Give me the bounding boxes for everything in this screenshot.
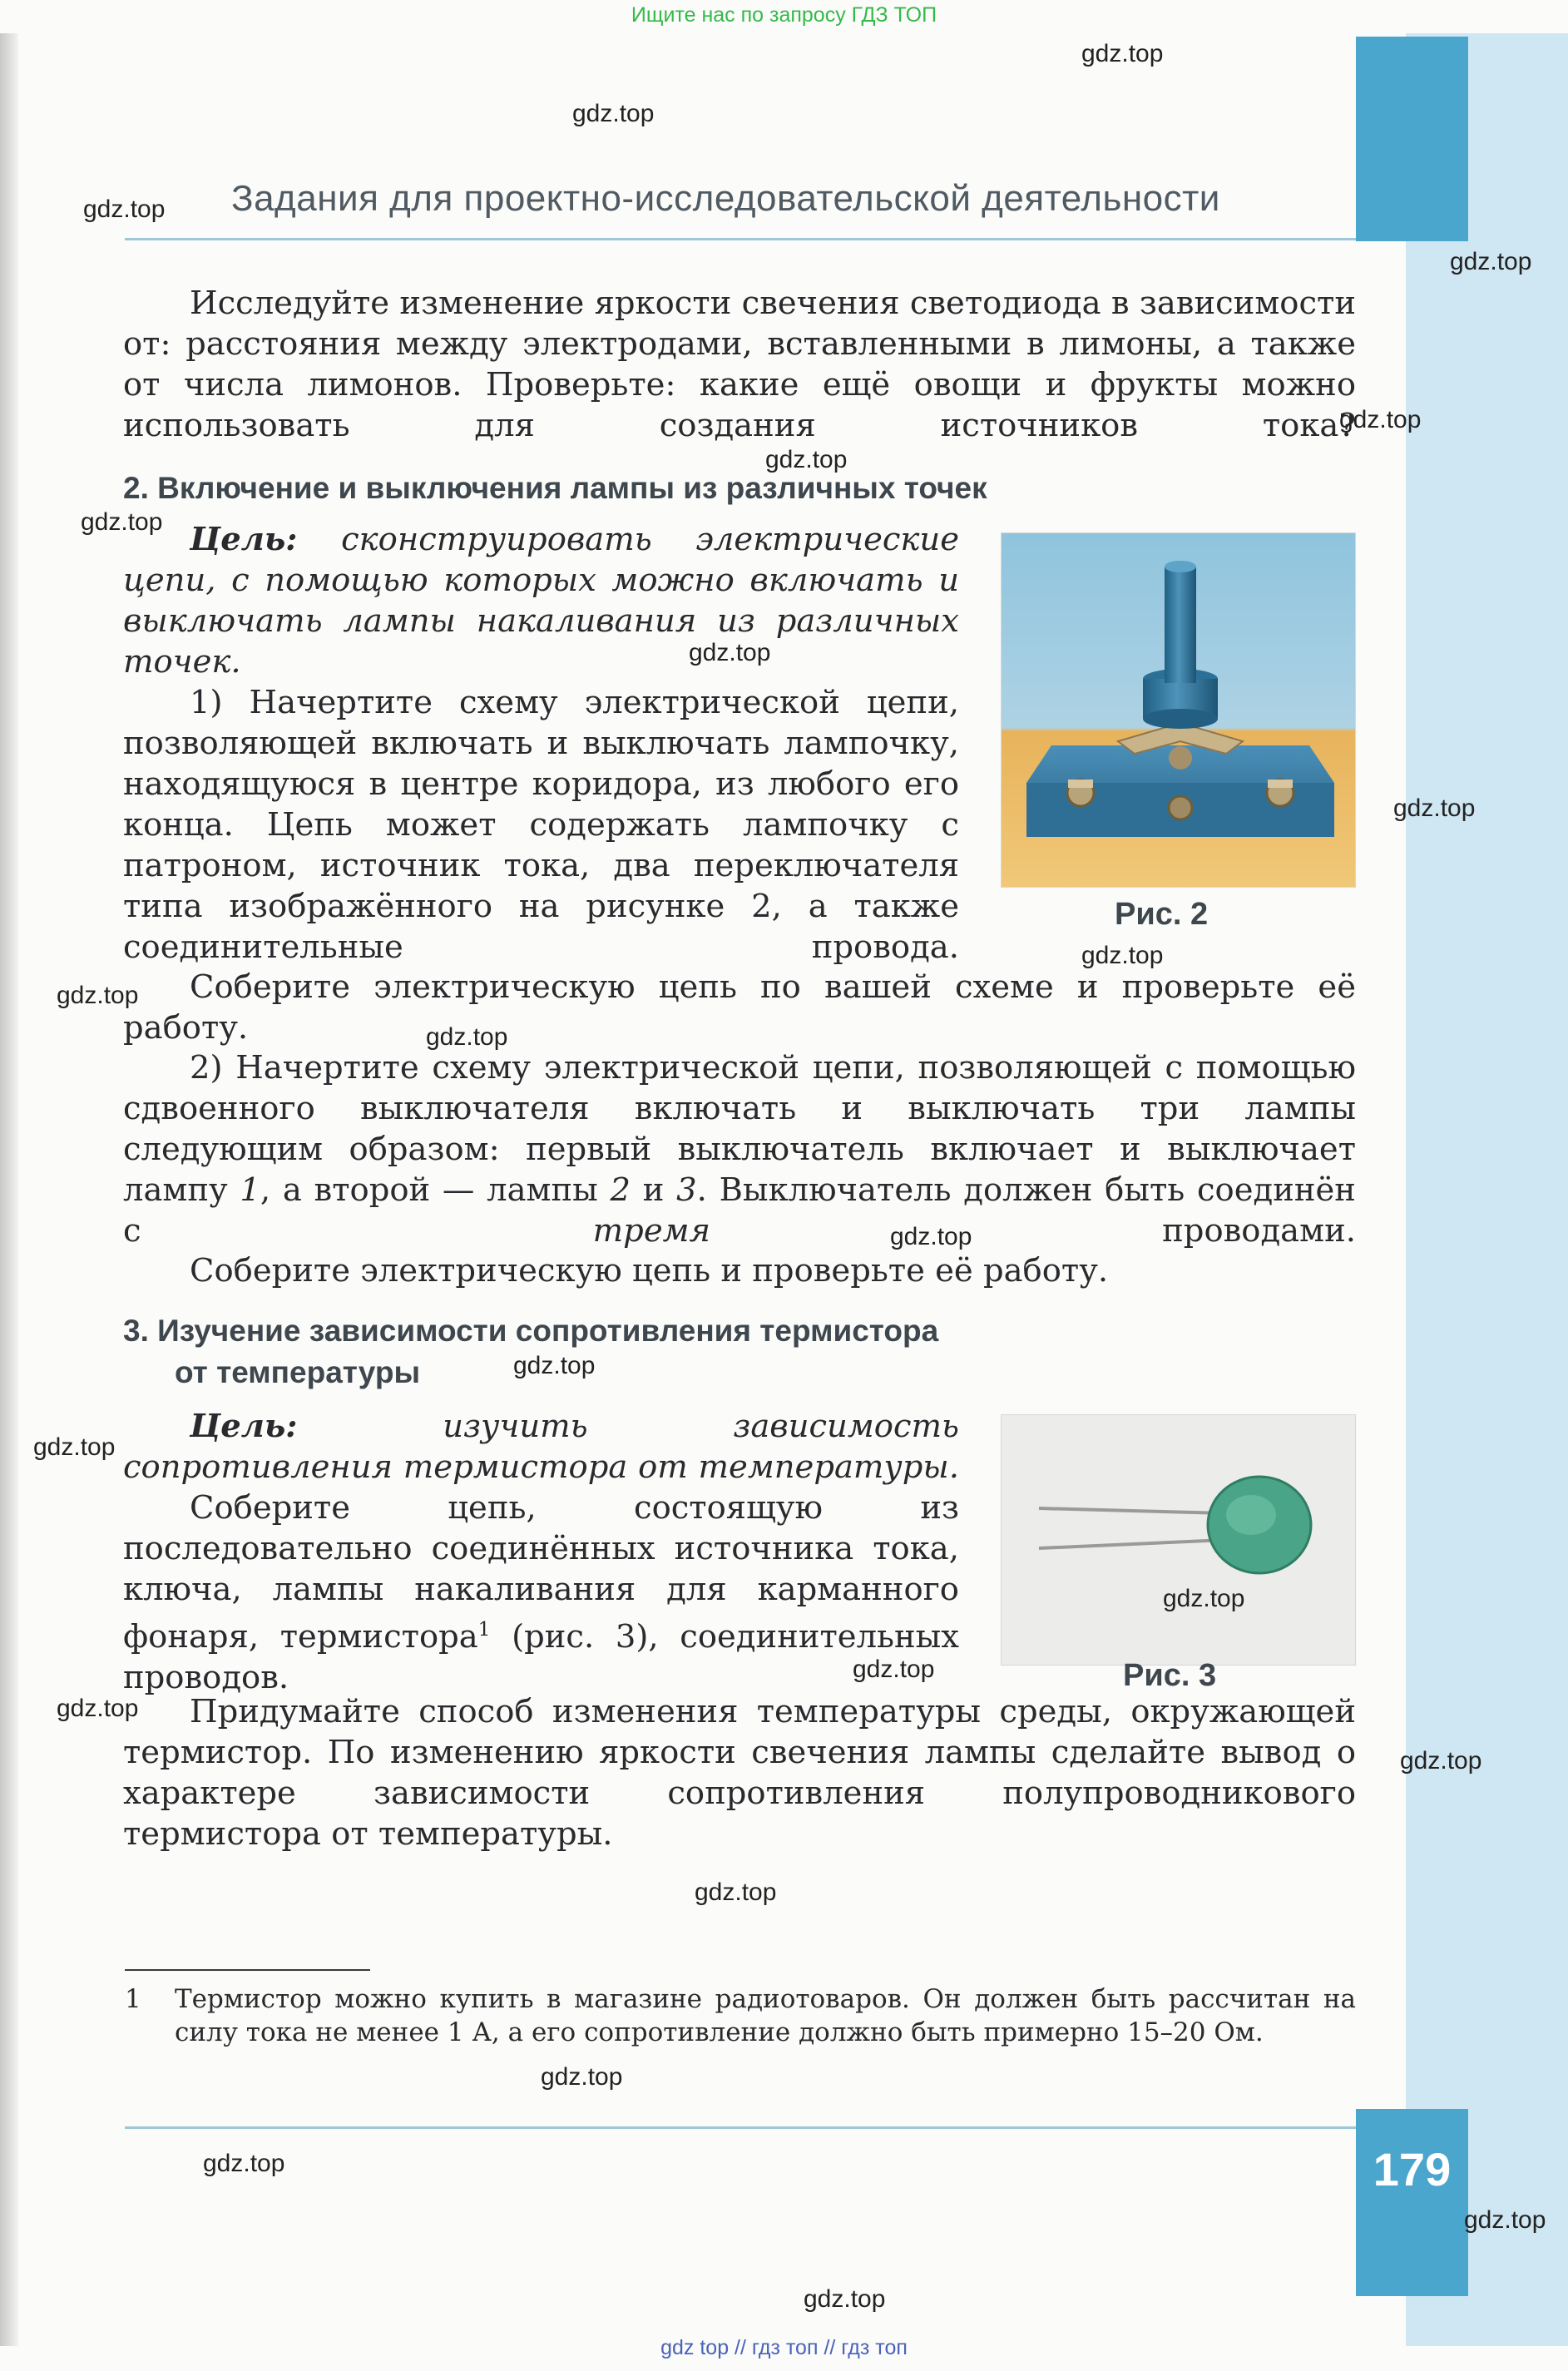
watermark: gdz.top — [81, 508, 163, 536]
side-color-strip — [1406, 33, 1568, 2346]
goal-label: Цель: — [190, 521, 298, 558]
watermark: gdz.top — [689, 639, 771, 666]
watermark: gdz.top — [853, 1656, 935, 1683]
watermark: gdz.top — [1464, 2206, 1546, 2234]
page-number: 179 — [1373, 2143, 1452, 2195]
watermark: gdz.top — [426, 1023, 508, 1051]
section-3-devise: Придумайте способ изменения температуры среды, окружающей термистор. По изменению яркости свечения лампы сделайте вывод о характере зависимости сопротивления полупроводникового термистора от температуры. — [123, 1693, 1356, 1853]
figure-2-switch-photo — [1001, 532, 1356, 888]
header-tab — [1356, 37, 1468, 241]
lamp-2-number: 2 — [610, 1171, 631, 1209]
top-banner[interactable]: Ищите нас по запросу ГДЗ ТОП — [631, 3, 937, 27]
page-number-tab — [1356, 2109, 1468, 2296]
watermark: gdz.top — [1400, 1747, 1482, 1775]
watermark: gdz.top — [1450, 248, 1532, 275]
footnote-number: 1 — [125, 1984, 141, 2014]
figure-3-caption: Рис. 3 — [1123, 1658, 1217, 1693]
section-3-assemble: Соберите цепь, состоящую из последовательно соединённых источника тока, ключа, лампы накаливания для карманного фонаря, термистора$^1$ (рис. 3), соединительных проводов. — [123, 1489, 960, 1696]
watermark: gdz.top — [765, 446, 848, 473]
footer-divider — [125, 2126, 1356, 2129]
page-spine-shadow — [0, 33, 18, 2346]
watermark: gdz.top — [804, 2285, 886, 2313]
watermark: gdz.top — [541, 2063, 623, 2091]
watermark: gdz.top — [57, 982, 139, 1009]
watermark: gdz.top — [203, 2150, 285, 2177]
watermark: gdz.top — [1081, 40, 1164, 67]
header-divider — [125, 238, 1356, 240]
section-3-heading: 3. Изучение зависимости сопротивления термистора от температуры — [123, 1314, 939, 1389]
watermark: gdz.top — [33, 1433, 116, 1461]
watermark: gdz.top — [695, 1878, 777, 1906]
thermistor-illustration — [1002, 1415, 1355, 1665]
section-2-heading: 2. Включение и выключения лампы из различных точек — [123, 471, 987, 505]
switch-illustration — [1002, 533, 1355, 887]
bottom-banner[interactable]: gdz top // гдз топ // гдз топ — [660, 2336, 908, 2359]
section-2-task-1: 1) Начертите схему электрической цепи, позволяющей включать и выключать лампочку, находящуюся в центре коридора, из любого его конца. Цепь может содержать лампочку с патроном, источник тока, два переключателя типа изображённого на рисунке 2, а также соединительные провода. — [123, 684, 959, 966]
three-wires-word: тремя — [592, 1212, 711, 1250]
section-2-task-2: 2) Начертите схему электрической цепи, позволяющей с помощью сдвоенного выключателя включать и выключать три лампы следующим образом: первый выключатель включает и выключает лампу 1, а второй — лампы 2 и 3. Выключатель должен быть соединён с тремя проводами. — [123, 1049, 1356, 1250]
watermark: gdz.top — [1081, 942, 1164, 969]
intro-paragraph: Исследуйте изменение яркости свечения светодиода в зависимости от: расстояния между электродами, вставленными в лимоны, а также от числа лимонов. Проверьте: какие ещё овощи и фрукты можно использовать для создания источников тока? — [123, 285, 1356, 444]
footnote-reference[interactable]: 1 — [477, 1619, 491, 1641]
section-2-task-2-check: Соберите электрическую цепь и проверьте её работу. — [190, 1252, 1109, 1289]
footnote-text: Термистор можно купить в магазине радиотоваров. Он должен быть рассчитан на силу тока не менее 1 А, а его сопротивление должно быть примерно 15–20 Ом. — [175, 1984, 1356, 2047]
watermark: gdz.top — [1393, 794, 1476, 822]
section-2-goal: Цель: сконструировать электрические цепи, с помощью которых можно включать и выключать лампы накаливания из различных точек. — [123, 521, 959, 681]
watermark: gdz.top — [1163, 1585, 1245, 1612]
lamp-1-number: 1 — [240, 1171, 260, 1209]
watermark: gdz.top — [513, 1352, 596, 1379]
figure-3-thermistor-photo — [1001, 1414, 1356, 1666]
section-2-task-1-check: Соберите электрическую цепь по вашей схеме и проверьте её работу. — [123, 968, 1356, 1047]
page-header-title: Задания для проектно-исследовательской деятельности — [231, 178, 1220, 219]
goal-label: Цель: — [190, 1408, 298, 1445]
section-3-goal: Цель: изучить зависимость сопротивления термистора от температуры. — [123, 1408, 959, 1486]
watermark: gdz.top — [57, 1695, 139, 1722]
watermark: gdz.top — [572, 100, 655, 127]
lamp-3-number: 3 — [676, 1171, 697, 1209]
watermark: gdz.top — [83, 196, 166, 223]
watermark: gdz.top — [1339, 406, 1422, 433]
figure-2-caption: Рис. 2 — [1115, 897, 1209, 932]
footnote-divider — [125, 1969, 370, 1971]
watermark: gdz.top — [890, 1223, 972, 1250]
